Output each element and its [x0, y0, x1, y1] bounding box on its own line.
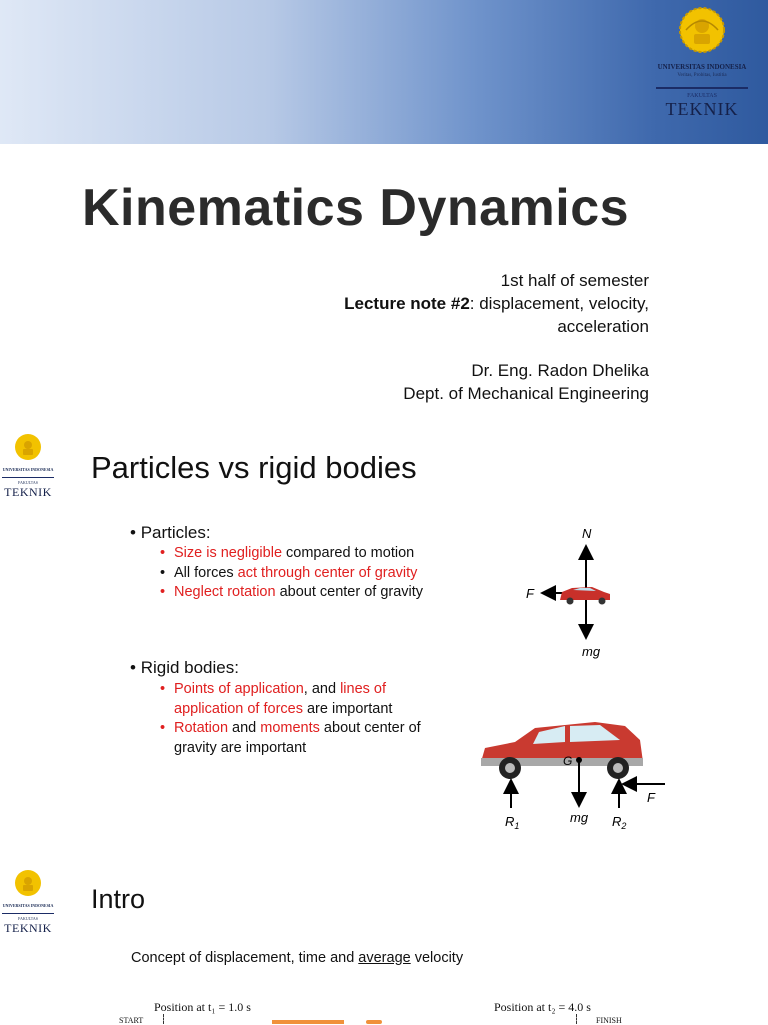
title-slide [0, 0, 768, 420]
concept-underlined: average [358, 950, 411, 966]
highlight-text: Points of application [174, 681, 304, 697]
item-text: about center of gravity [275, 584, 424, 600]
reaction-1-symbol: R [505, 814, 515, 829]
slide-title: Particles vs rigid bodies [91, 450, 417, 485]
author-name: Dr. Eng. Radon Dhelika [471, 361, 649, 380]
makara-seal-icon [13, 868, 43, 898]
particles-slide [0, 420, 768, 840]
position-1-label: Position at t₁ = 1.0 s [154, 1000, 251, 1014]
highlight-text: Size is negligible [174, 545, 283, 561]
concept-text [131, 950, 463, 966]
header-banner [0, 0, 768, 144]
particles-heading-text: Particles: [140, 523, 211, 542]
university-logo [654, 4, 750, 120]
particles-heading: • Particles: [130, 523, 211, 542]
lecture-line [344, 292, 649, 315]
item-text: gravity are important [174, 739, 307, 756]
particle-free-body-diagram [510, 520, 640, 660]
faculty-name: TEKNIK [4, 921, 52, 935]
item-text: compared to motion [282, 545, 415, 561]
lecture-topic-continued: acceleration [557, 317, 649, 336]
logo-divider [2, 477, 54, 478]
subtitle-block [344, 269, 649, 338]
highlight-text: act through center of gravity [237, 564, 418, 581]
department-name: Dept. of Mechanical Engineering [403, 384, 649, 403]
highlight-text: lines of [340, 681, 387, 697]
position-2-label: Position at t₂ = 4.0 s [494, 1000, 591, 1014]
university-motto: Veritas, Probitas, Iustitia [677, 73, 727, 78]
side-logo [0, 868, 56, 936]
highlight-text: Neglect rotation [174, 584, 276, 600]
faculty-label: FAKULTAS [687, 93, 717, 99]
logo-divider [656, 87, 748, 89]
applied-force-label: F [647, 790, 655, 805]
car-roof-fragment [272, 1020, 344, 1024]
item-text: about center of [319, 720, 421, 736]
item-text: are important [302, 700, 393, 717]
highlight-text: application of forces [174, 700, 303, 717]
rigid-list [160, 680, 421, 758]
car-illustration [481, 722, 643, 779]
slide-title: Intro [91, 884, 146, 914]
reaction-force-2-label [612, 814, 626, 831]
highlight-text: Rotation [174, 720, 229, 736]
normal-force-label: N [582, 526, 592, 541]
semester-line: 1st half of semester [500, 271, 649, 290]
faculty-label: FAKULTAS [18, 480, 38, 485]
start-marker [163, 1014, 164, 1024]
force-label: F [526, 586, 534, 601]
makara-seal-icon [13, 432, 43, 462]
particles-list [160, 544, 423, 603]
list-item: • Size is negligible compared to motion [160, 545, 415, 561]
concept-pre: Concept of displacement, time and [131, 950, 359, 966]
rigid-heading-text: Rigid bodies: [140, 658, 239, 677]
faculty-name: TEKNIK [665, 99, 739, 119]
reaction-1-subscript: 1 [514, 821, 520, 831]
car-roof-fragment [366, 1020, 382, 1024]
concept-post: velocity [410, 950, 464, 966]
finish-marker [576, 1014, 577, 1024]
reaction-force-1-label [505, 814, 519, 831]
faculty-label: FAKULTAS [18, 916, 38, 921]
university-name: UNIVERSITAS INDONESIA [2, 467, 54, 472]
highlight-text: moments [260, 720, 320, 736]
item-text: , and [303, 681, 341, 697]
start-label: START [119, 1016, 144, 1025]
list-item: • Points of application, and lines of application of forces are important [160, 681, 393, 717]
university-name: UNIVERSITAS INDONESIA [2, 903, 54, 908]
faculty-name: TEKNIK [4, 485, 52, 499]
reaction-2-subscript: 2 [621, 821, 627, 831]
list-item: • All forces act through center of gravity [160, 564, 418, 581]
reaction-2-symbol: R [612, 814, 622, 829]
university-name: UNIVERSITAS INDONESIA [657, 63, 747, 71]
rigid-body-diagram [475, 710, 675, 840]
intro-slide [0, 840, 768, 1024]
item-text: All forces [174, 564, 238, 581]
center-of-gravity-label: G [563, 754, 573, 768]
lecture-label: Lecture note #2 [344, 294, 470, 313]
makara-seal-icon [676, 4, 728, 56]
item-text: and [228, 720, 261, 736]
list-item: • Rotation and moments about center of gravity are important [160, 720, 421, 756]
side-logo [0, 432, 56, 500]
lecture-topic: : displacement, velocity, [469, 294, 649, 313]
weight-label: mg [570, 810, 589, 825]
rigid-heading: • Rigid bodies: [130, 658, 239, 677]
logo-divider [2, 913, 54, 914]
weight-label: mg [582, 644, 601, 659]
author-block [403, 359, 649, 405]
list-item: • Neglect rotation about center of gravity [160, 584, 424, 600]
page-title: Kinematics Dynamics [82, 179, 630, 237]
finish-label: FINISH [596, 1016, 622, 1025]
